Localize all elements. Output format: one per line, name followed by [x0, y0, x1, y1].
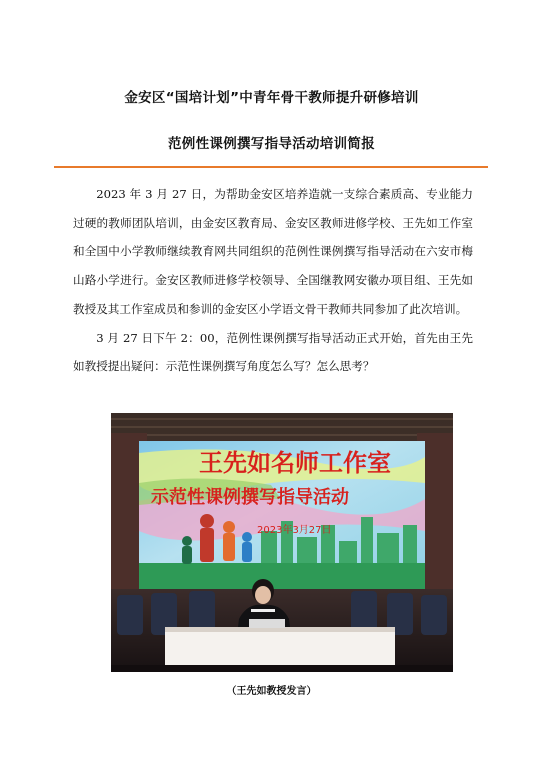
paragraph-2: 3 月 27 日下午 2：00，范例性课例撰写指导活动正式开始，首先由王先如教授提出疑问：示范性课例撰写角度怎么写？怎么思考？: [73, 330, 473, 374]
body-text: [73, 180, 473, 381]
title-line-1: 金安区“国培计划”中青年骨干教师提升研修培训: [124, 90, 419, 106]
photo-caption: （王先如教授发言）: [226, 686, 317, 697]
header-rule: [54, 166, 488, 168]
paragraph-1: 2023 年 3 月 27 日，为帮助金安区培养造就一支综合素质高、专业能力过硬的教师团队培训，由金安区教育局、金安区教师进修学校、王先如工作室和全国中小学教师继续教育网共同组织的范例性课例撰写指导活动在六安市梅山路小学进行。金安区教师进修学校领导、全国继教网安徽办项目组、王先如教授及其工作室成员和参训的金安区小学语文骨干教师共同参加了此次培训。: [73, 187, 473, 316]
title-line-2: 范例性课例撰写指导活动培训简报: [168, 136, 375, 152]
event-photo: [111, 413, 453, 672]
screen-date: 2023年3月27日: [257, 525, 332, 536]
screen-title: 王先如名师工作室: [199, 448, 391, 477]
screen-subtitle: 示范性课例撰写指导活动: [151, 487, 349, 508]
